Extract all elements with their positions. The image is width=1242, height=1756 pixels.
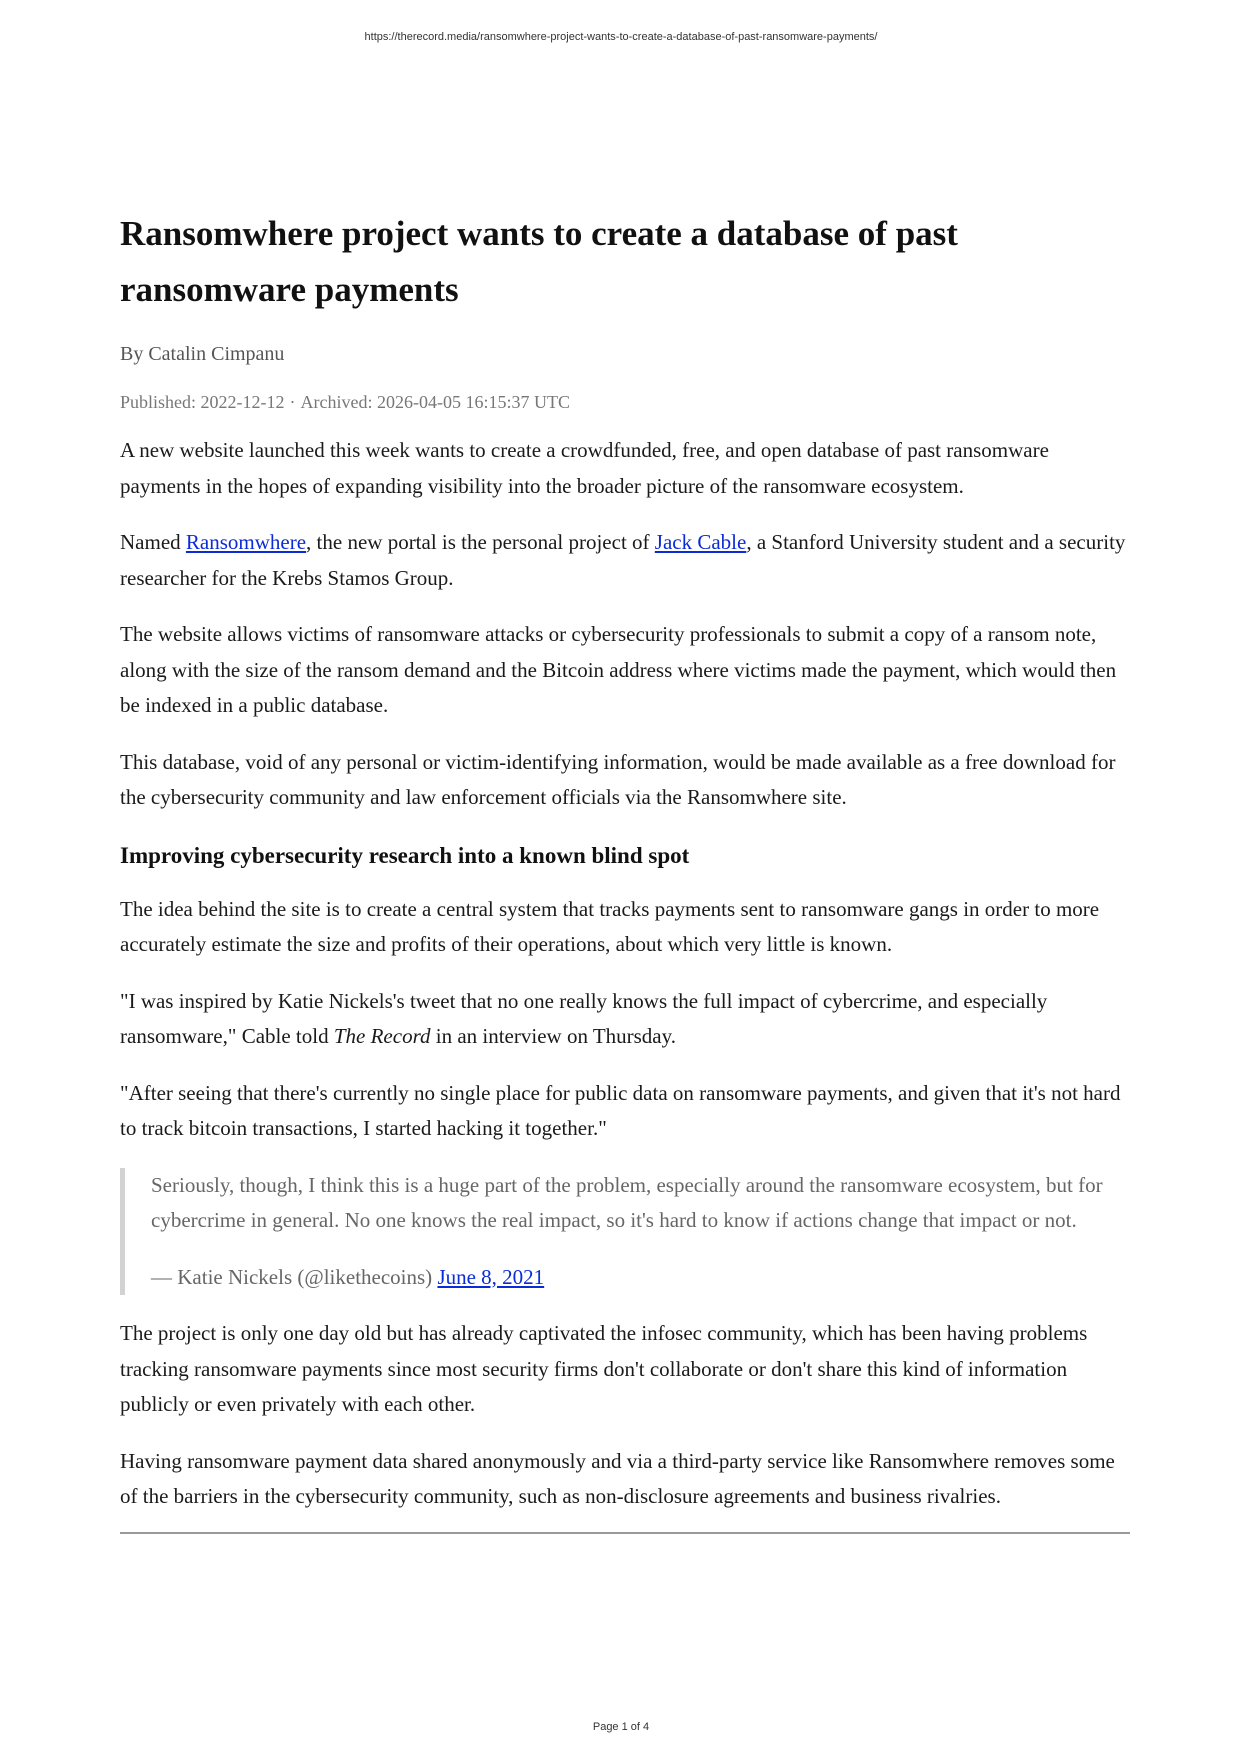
section-subheading: Improving cybersecurity research into a known blind spot: [120, 842, 690, 868]
article-title: Ransomwhere project wants to create a database of past ransomware payments: [120, 214, 958, 309]
paragraph-5: The idea behind the site is to create a central system that tracks payments sent to ransomware gangs in order to more accurately estimate the size and profits of their operations, about which very little is known.: [120, 896, 1100, 956]
paragraph-7: "After seeing that there's currently no single place for public data on ransomware payments, and given that it's not hard to track bitcoin transactions, I started hacking it together.": [120, 1080, 1121, 1140]
jack-cable-link[interactable]: Jack Cable: [654, 530, 747, 554]
tweet-date-link[interactable]: June 8, 2021: [437, 1264, 545, 1289]
paragraph-6-text-before: "I was inspired by Katie Nickels's tweet that no one really knows the full impact of cybercrime, and especially ransomware," Cable told: [120, 988, 1048, 1048]
paragraph-4: This database, void of any personal or victim-identifying information, would be made available as a free download for the cybersecurity community and law enforcement officials via the Ransomwhere site.: [120, 749, 1116, 809]
paragraph-3: The website allows victims of ransomware attacks or cybersecurity professionals to submit a copy of a ransom note, along with the size of the ransom demand and the Bitcoin address where victims made the payment, which would then be indexed in a public database.: [120, 622, 1117, 717]
quote-attribution: [151, 1260, 1130, 1296]
page-divider: [120, 1532, 1130, 1534]
paragraph-1: A new website launched this week wants to create a crowdfunded, free, and open database of past ransomware payments in the hopes of expanding visibility into the broader picture of the ransomware ecosystem.: [120, 438, 1049, 498]
article: [120, 206, 1130, 1534]
quote-author: — Katie Nickels (@likethecoins): [151, 1264, 438, 1289]
article-dates: [120, 390, 1130, 414]
paragraph-2-text-middle: , the new portal is the personal project of: [306, 530, 655, 554]
article-byline: By Catalin Cimpanu: [120, 343, 285, 365]
paragraph-2-text-before: Named: [120, 530, 186, 554]
page-number: Page 1 of 4: [592, 1721, 650, 1733]
paragraph-8: The project is only one day old but has already captivated the infosec community, which has been having problems tracking ransomware payments since most security firms don't collaborate or don't share this kind of information publicly or even privately with each other.: [120, 1321, 1088, 1416]
embedded-tweet-quote: [120, 1168, 1130, 1296]
paragraph-6: [120, 984, 1130, 1055]
publication-name: The Record: [333, 1024, 431, 1048]
paragraph-2-text-after: , a Stanford University student and a security researcher for the Krebs Stamos Group.: [120, 530, 1126, 590]
archived-date: Archived: 2026-04-05 16:15:37 UTC: [300, 392, 570, 412]
paragraph-9: Having ransomware payment data shared anonymously and via a third-party service like Ransomwhere removes some of the barriers in the cybersecurity community, such as non-disclosure agreements and business rivalries.: [120, 1448, 1115, 1508]
published-date: Published: 2022-12-12: [120, 392, 285, 412]
quote-text: Seriously, though, I think this is a huge part of the problem, especially around the ransomware ecosystem, but for cybercrime in general. No one knows the real impact, so it's hard to know if actions change that impact or not.: [151, 1172, 1103, 1232]
date-separator: ·: [289, 392, 296, 412]
paragraph-6-text-after: in an interview on Thursday.: [430, 1024, 677, 1048]
page-url-header: https://therecord.media/ransomwhere-project-wants-to-create-a-database-of-past-ransomware-payments/: [364, 31, 878, 43]
ransomwhere-link[interactable]: Ransomwhere: [185, 530, 307, 554]
paragraph-2: [120, 525, 1130, 596]
